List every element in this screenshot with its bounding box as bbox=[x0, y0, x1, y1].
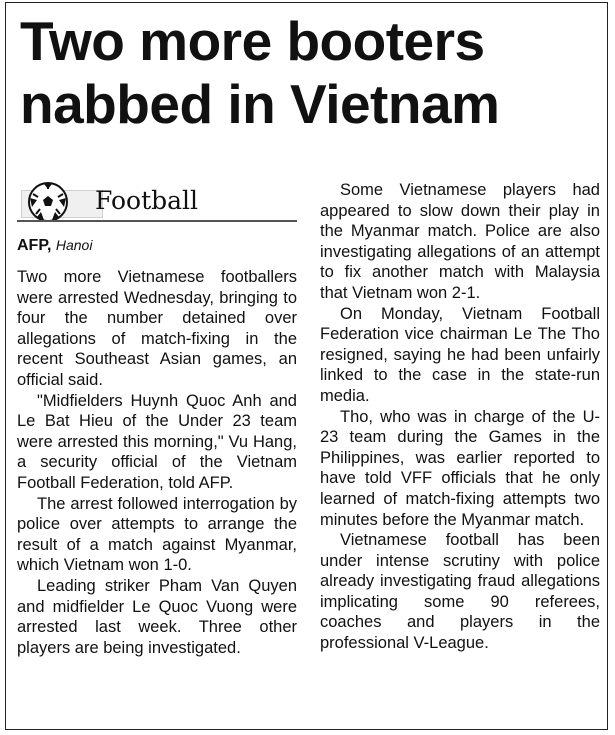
section-header bbox=[17, 180, 297, 220]
left-column bbox=[17, 180, 297, 658]
paragraph: The arrest followed interrogation by police over attempts to arrange the result of a match against Myanmar, which Vietnam won 1-0. bbox=[17, 494, 297, 575]
section-rule bbox=[17, 220, 297, 222]
paragraph: Leading striker Pham Van Quyen and midfielder Le Quoc Vuong were arrested last week. Three other players are being investigated. bbox=[17, 576, 297, 657]
paragraph: Tho, who was in charge of the U-23 team during the Games in the Philippines, was earlier reported to have told VFF officials that he only learned of match-fixing attempts two minutes before the Myanmar match. bbox=[320, 407, 600, 529]
paragraph: Vietnamese football has been under intense scrutiny with police already investigating fraud allegations implicating some 90 referees, coaches and players in the professional V-League. bbox=[320, 531, 600, 653]
soccer-ball-icon bbox=[27, 181, 69, 223]
paragraph: "Midfielders Huynh Quoc Anh and Le Bat Hieu of the Under 23 team were arrested this morning," Vu Hang, a security official of the Vietnam Football Federation, told AFP. bbox=[17, 391, 297, 492]
right-column bbox=[320, 180, 600, 654]
left-body bbox=[17, 267, 297, 658]
paragraph: Some Vietnamese players had appeared to slow down their play in the Myanmar match. Police are also investigating allegations of an attempt to fix another match with Malaysia that Vietnam won 2-1. bbox=[320, 181, 600, 302]
paragraph: On Monday, Vietnam Football Federation vice chairman Le The Tho resigned, saying he had been unfairly linked to the case in the state-run media. bbox=[320, 304, 600, 405]
section-label: Football bbox=[95, 186, 199, 215]
dateline-place: Hanoi bbox=[55, 237, 93, 253]
headline-line-2: nabbed in Vietnam bbox=[20, 73, 500, 135]
dateline bbox=[17, 235, 297, 256]
paragraph: Two more Vietnamese footballers were arrested Wednesday, bringing to four the number detained over allegations of match-fixing in the recent Southeast Asian games, an official said. bbox=[17, 268, 297, 389]
dateline-source: AFP, bbox=[17, 237, 52, 254]
headline bbox=[20, 10, 600, 136]
headline-line-1: Two more booters bbox=[20, 10, 485, 72]
